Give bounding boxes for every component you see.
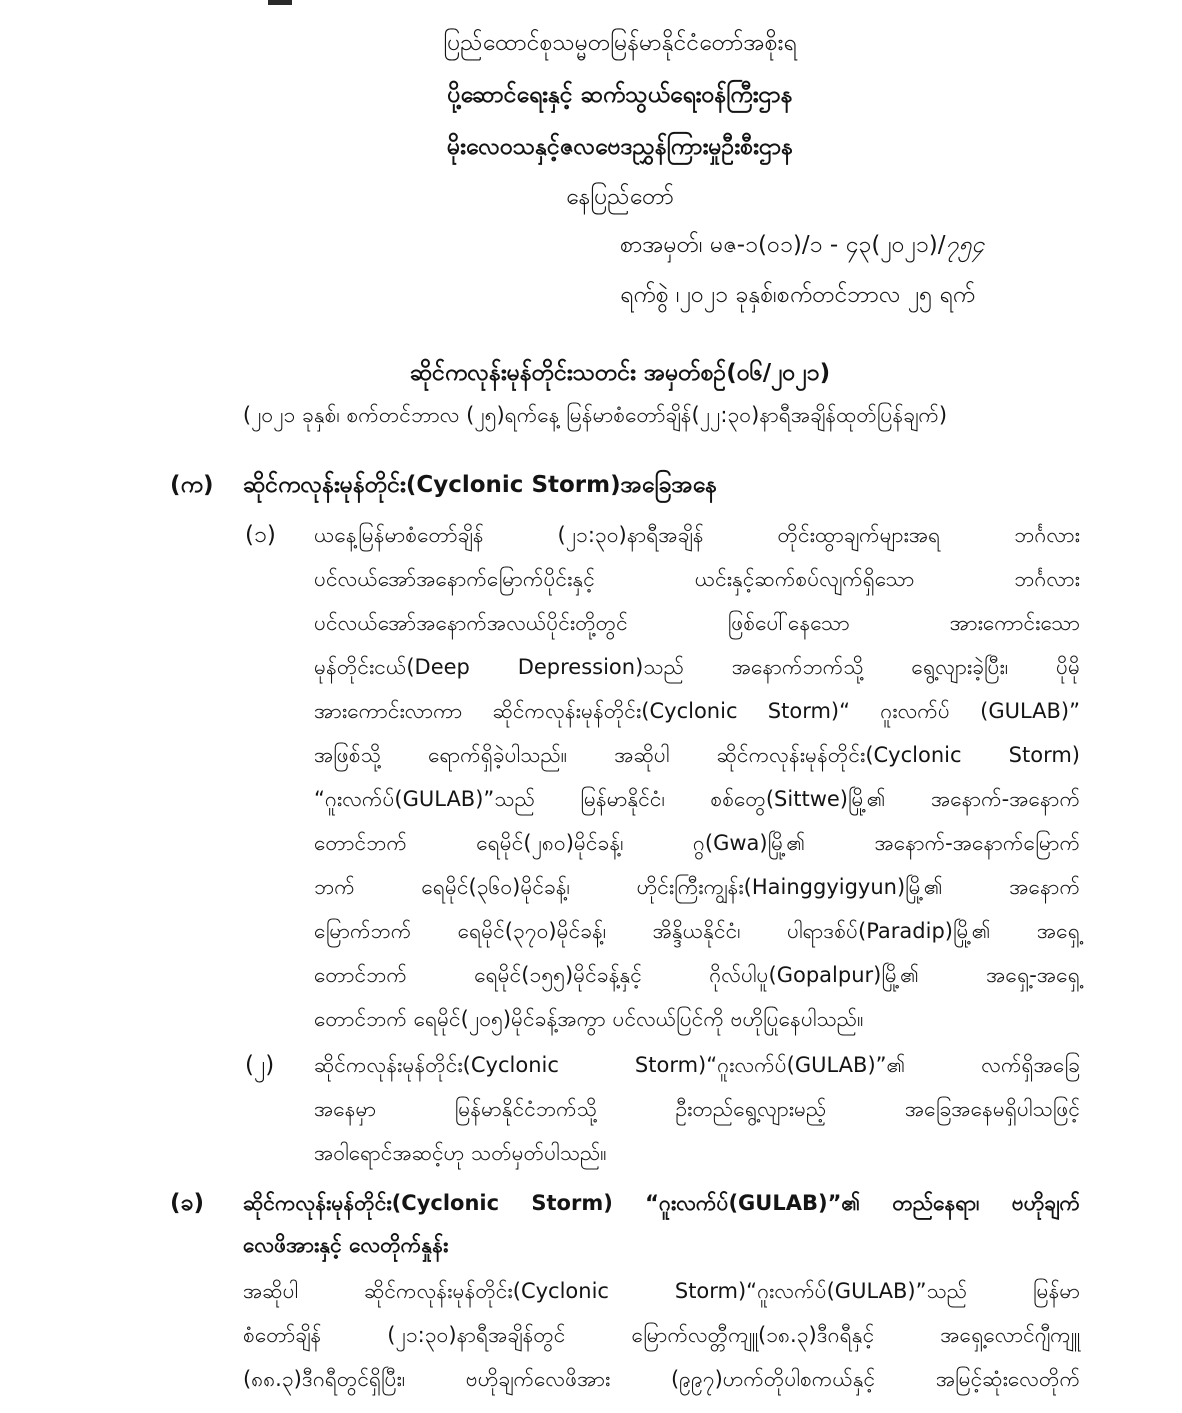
reference-number [620, 230, 984, 260]
bulletin-subtitle: (၂၀၂၁ ခုနှစ်၊ စက်တင်ဘာလ (၂၅)ရက်နေ့ မြန်မာစံတော်ချိန်(၂၂:၃၀)နာရီအချိန်ထုတ်ပြန်ချက်) [242, 403, 948, 427]
paragraph-line: စံတော်ချိန် (၂၁:၃၀)နာရီအချိန်တွင် မြောက်လတ္တီကျူ(၁၈.၃)ဒီဂရီနှင့် အရှေ့လောင်ဂျီကျူ [243, 1323, 1080, 1347]
scan-mark [268, 0, 292, 5]
paragraph-line: အဖြစ်သို့ ရောက်ရှိခဲ့ပါသည်။ အဆိုပါ ဆိုင်ကလုန်းမုန်တိုင်း(Cyclonic Storm) [314, 743, 1080, 767]
paragraph-line: ပင်လယ်အော်အနောက်မြောက်ပိုင်းနှင့် ယင်းနှင့်ဆက်စပ်လျက်ရှိသော ဘင်္ဂလား [314, 567, 1080, 591]
section-a-marker: (က) [170, 472, 214, 498]
paragraph-line: အားကောင်းလာကာ ဆိုင်ကလုန်းမုန်တိုင်း(Cyclonic Storm)“ ဂူးလက်ပ် (GULAB)” [314, 699, 1080, 723]
paragraph-line: “ဂူးလက်ပ်(GULAB)”သည် မြန်မာနိုင်ငံ၊ စစ်တွေ(Sittwe)မြို့၏ အနောက်-အနောက် [314, 787, 1080, 811]
header-department: မိုးလေဝသနှင့်ဇလဗေဒညွှန်ကြားမှုဦးစီးဌာန [446, 134, 794, 160]
section-b-heading-line: လေဖိအားနှင့် လေတိုက်နှုန်း [243, 1233, 449, 1257]
header-ministry: ပို့ဆောင်ရေးနှင့် ဆက်သွယ်ရေးဝန်ကြီးဌာန [447, 82, 793, 108]
paragraph-line: ဆိုင်ကလုန်းမုန်တိုင်း(Cyclonic Storm)“ဂူးလက်ပ်(GULAB)”၏ လက်ရှိအခြေ [314, 1053, 1080, 1077]
paragraph-line: တောင်ဘက် ရေမိုင်(၂၀၅)မိုင်ခန့်အကွာ ပင်လယ်ပြင်ကို ဗဟိုပြုနေပါသည်။ [314, 1007, 864, 1031]
paragraph-line: မြောက်ဘက် ရေမိုင်(၃၇၀)မိုင်ခန့်၊ အိန္ဒိယနိုင်ငံ၊ ပါရာဒစ်ပ်(Paradip)မြို့၏ အရှေ့ [314, 919, 1080, 943]
item-2-marker: (၂) [245, 1052, 275, 1078]
item-1-marker: (၁) [245, 522, 276, 548]
paragraph-line: တောင်ဘက် ရေမိုင်(၁၅၅)မိုင်ခန့်နှင့် ဂိုလ်ပါပူ(Gopalpur)မြို့၏ အရှေ့-အရှေ့ [314, 963, 1080, 987]
bulletin-title: ဆိုင်ကလုန်းမုန်တိုင်းသတင်း အမှတ်စဉ်(၀၆/၂၀၂၁) [409, 360, 831, 386]
header-government: ပြည်ထောင်စုသမ္မတမြန်မာနိုင်ငံတော်အစိုးရ [443, 30, 797, 56]
paragraph-line: တောင်ဘက် ရေမိုင်(၂၈၀)မိုင်ခန့်၊ ဂွ(Gwa)မြို့၏ အနောက်-အနောက်မြောက် [314, 831, 1080, 855]
reference-number-label: စာအမှတ်၊ မဇ-၁(၀၁)/၁ - ၄၃(၂၀၂၁)/ [620, 232, 946, 258]
paragraph-line: (၈၈.၃)ဒီဂရီတွင်ရှိပြီး၊ ဗဟိုချက်လေဖိအား (၉၉၇)ဟက်တိုပါစကယ်နှင့် အမြင့်ဆုံးလေတိုက် [243, 1367, 1080, 1391]
reference-date: ရက်စွဲ ၊၂၀၂၁ ခုနှစ်၊စက်တင်ဘာလ ၂၅ ရက် [620, 282, 976, 308]
section-b-marker: (ခ) [170, 1190, 204, 1216]
paragraph-line: ဘက် ရေမိုင်(၃၆၀)မိုင်ခန့်၊ ဟိုင်းကြီးကျွန်း(Hainggyigyun)မြို့၏ အနောက် [314, 875, 1080, 899]
paragraph-line: အနေမှာ မြန်မာနိုင်ငံဘက်သို့ ဦးတည်ရွေ့လျားမည့် အခြေအနေမရှိပါသဖြင့် [314, 1097, 1080, 1121]
paragraph-line: အဝါရောင်အဆင့်ဟု သတ်မှတ်ပါသည်။ [314, 1141, 607, 1165]
paragraph-line: မုန်တိုင်းငယ်(Deep Depression)သည် အနောက်ဘက်သို့ ရွေ့လျားခဲ့ပြီး၊ ပိုမို [314, 655, 1080, 679]
header-city: နေပြည်တော် [566, 184, 674, 210]
section-a-heading: ဆိုင်ကလုန်းမုန်တိုင်း(Cyclonic Storm)အခြေအနေ [243, 472, 717, 498]
paragraph-line: ယနေ့မြန်မာစံတော်ချိန် (၂၁:၃၀)နာရီအချိန် တိုင်းထွာချက်များအရ ဘင်္ဂလား [314, 523, 1080, 547]
handwritten-number: ၇၅၄ [945, 232, 985, 258]
paragraph-line: အဆိုပါ ဆိုင်ကလုန်းမုန်တိုင်း(Cyclonic Storm)“ဂူးလက်ပ်(GULAB)”သည် မြန်မာ [243, 1279, 1080, 1303]
section-b-heading-line: ဆိုင်ကလုန်းမုန်တိုင်း(Cyclonic Storm) “ဂူးလက်ပ်(GULAB)”၏ တည်နေရာ၊ ဗဟိုချက် [243, 1191, 1080, 1215]
paragraph-line: ပင်လယ်အော်အနောက်အလယ်ပိုင်းတို့တွင် ဖြစ်ပေါ်နေသော အားကောင်းသော [314, 611, 1080, 635]
